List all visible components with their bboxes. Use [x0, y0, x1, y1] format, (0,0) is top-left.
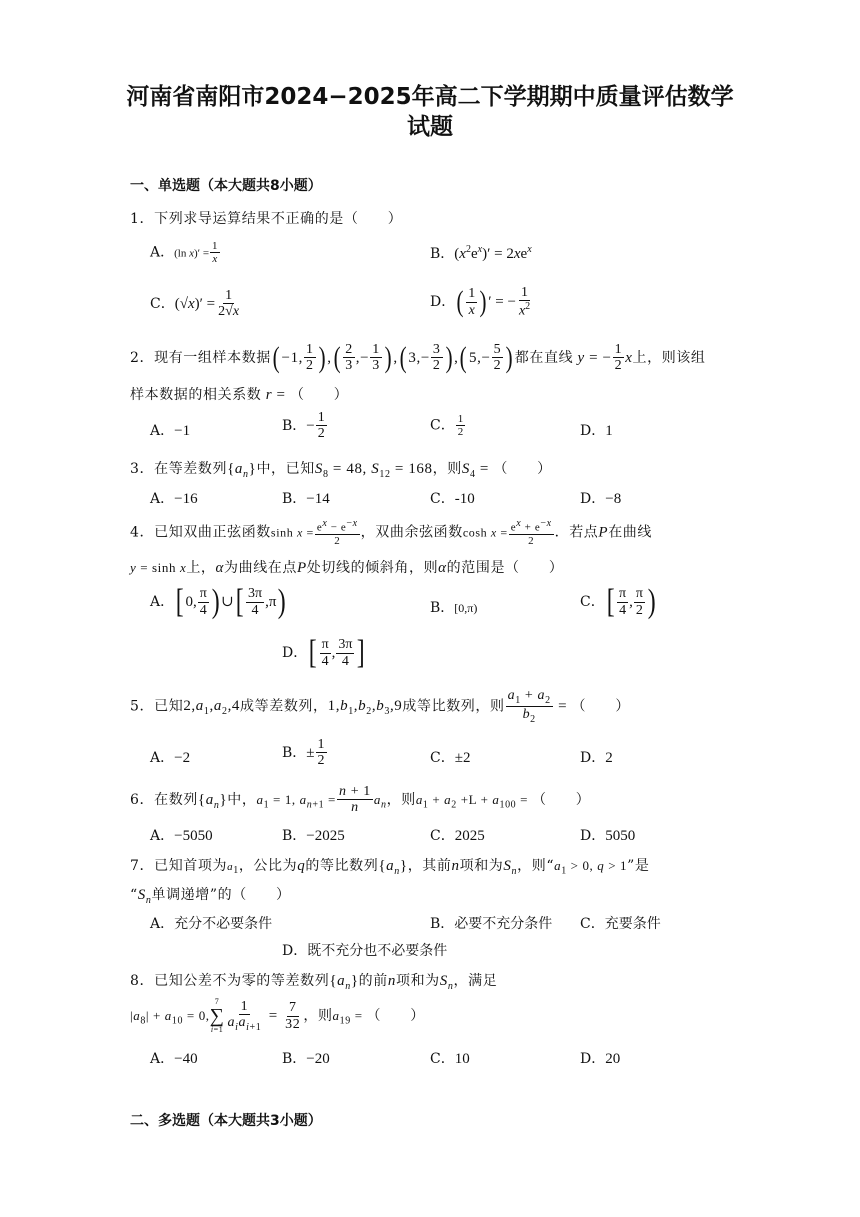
question-1-stem: 1．下列求导运算结果不正确的是（ ）	[130, 211, 403, 227]
question-2-option-a: A．−1	[150, 423, 191, 439]
question-8-option-d: D．20	[580, 1051, 621, 1067]
section-heading-multi-choice: 二、多选题（本大题共3小题）	[130, 1113, 322, 1129]
question-6-option-c: C．2025	[430, 828, 485, 844]
question-7-stem-line2: “$S_n$单调递增”的（ ）	[130, 887, 291, 906]
question-2-stem-line2: 样本数据的相关系数 r = （ ）	[130, 387, 349, 403]
question-4-option-c: C．[ $\frac{\pi}{4}$ , $\frac{\pi}{2}$ )	[580, 583, 656, 620]
question-4-option-d: D．[ $\frac{\pi}{4}$ , $\frac{3\pi}{4}$ ]	[282, 634, 366, 671]
question-3-option-b: B．−14	[282, 491, 330, 507]
question-3-option-c: C．-10	[430, 491, 475, 507]
question-1-option-c: C．(√x)′ = $\frac{1}{2√x}$	[150, 288, 240, 320]
question-8-stem-line1: 8．已知公差不为零的等差数列$\{a_n\}$的前n项和为$S_n$，满足	[130, 973, 498, 992]
question-8-option-a: A．−40	[150, 1051, 198, 1067]
question-4-stem-line1: 4．已知双曲正弦函数sinh x = $\frac{e^x - e^{-x}}{2}$ ，双曲余弦函数cosh x = $\frac{e^x + e^{-x}}{2}$ ．若点P在曲线	[130, 518, 652, 547]
question-6-option-d: D．5050	[580, 828, 636, 844]
question-5-option-b: B．± $\frac{1}{2}$	[282, 737, 325, 769]
section-heading-single-choice: 一、单选题（本大题共8小题）	[130, 178, 322, 194]
question-6-option-a: A．−5050	[150, 828, 213, 844]
question-6-stem: 6．在数列$\{a_n\}$中，$a_1 = 1$, $a_{n+1}$ = $\frac{n + 1}{n}$ $a_n$，则$a_1 + a_2 +L + a_{100}$ = （ ）	[130, 784, 591, 816]
question-1-option-a: A．(ln x)′ = $\frac{1}{x}$	[150, 240, 218, 266]
question-8-option-b: B．−20	[282, 1051, 330, 1067]
question-3-option-a: A．−16	[150, 491, 198, 507]
question-1-option-d: D．( $\frac{1}{x}$ ) ′ = − $\frac{1}{x^2}$	[430, 285, 531, 320]
question-7-stem-line1: 7．已知首项为$a_1$，公比为q的等比数列$\{a_n\}$，其前n项和为$S_n$，则“$a_1 > 0$, q > 1”是	[130, 858, 650, 877]
question-2-option-d: D．1	[580, 423, 613, 439]
question-4-option-a: A．[ 0, $\frac{\pi}{4}$ ) ∪[ $\frac{3\pi}{4}$ ,π)	[150, 583, 287, 620]
question-7-option-a: A．充分不必要条件	[150, 916, 273, 932]
doc-title-line2: 试题	[407, 114, 453, 140]
question-6-option-b: B．−2025	[282, 828, 345, 844]
question-8-option-c: C．10	[430, 1051, 470, 1067]
question-7-option-b: B．必要不充分条件	[430, 916, 553, 932]
question-7-option-d: D．既不充分也不必要条件	[282, 943, 448, 959]
question-2-option-c: C． $\frac{1}{2}$	[430, 413, 464, 439]
question-5-stem: 5．已知$2,a_1,a_2,4$成等差数列，$1,b_1,b_2,b_3,9$成等比数列，则 $\frac{a_1 + a_2}{b_2}$ = （ ）	[130, 688, 630, 725]
doc-title-line1: 河南省南阳市2024−2025年高二下学期期中质量评估数学	[126, 84, 734, 110]
question-5-option-a: A．−2	[150, 750, 191, 766]
question-1-option-b: B．$(x^2e^x)' = 2xe^x$	[430, 244, 532, 262]
question-8-stem-line2: $|a_8| + a_{10} = 0$, 7 ∑ i=1 $\frac{1}{a_ia_{i+1}}$ = $\frac{7}{32}$ ，则$a_{19}$ = （ ）	[130, 997, 425, 1034]
question-4-stem-line2: y = sinh x上，α为曲线在点P处切线的倾斜角，则α的范围是（ ）	[130, 560, 564, 576]
question-3-stem: 3．在等差数列$\{a_n\}$中，已知$S_8 = 48$, $S_{12} = 168$，则$S_4$ = （ ）	[130, 461, 552, 480]
question-7-option-c: C．充要条件	[580, 916, 661, 932]
question-2-option-b: B．− $\frac{1}{2}$	[282, 410, 325, 442]
question-2-stem-line1: 2．现有一组样本数据( −1, $\frac{1}{2}$ ) ,( $\frac{2}{3}$ ,− $\frac{1}{3}$ ) ,( 3,− $\frac{3}{2}$ ) ,( 5,− $\frac{5}{2}$ ) 都在直线 y = − $\frac{1}{2}$ x上，则该组	[130, 340, 706, 374]
question-3-option-d: D．−8	[580, 491, 622, 507]
question-4-option-b: B．[0,π)	[430, 600, 478, 616]
question-5-option-c: C．±2	[430, 750, 471, 766]
question-5-option-d: D．2	[580, 750, 613, 766]
